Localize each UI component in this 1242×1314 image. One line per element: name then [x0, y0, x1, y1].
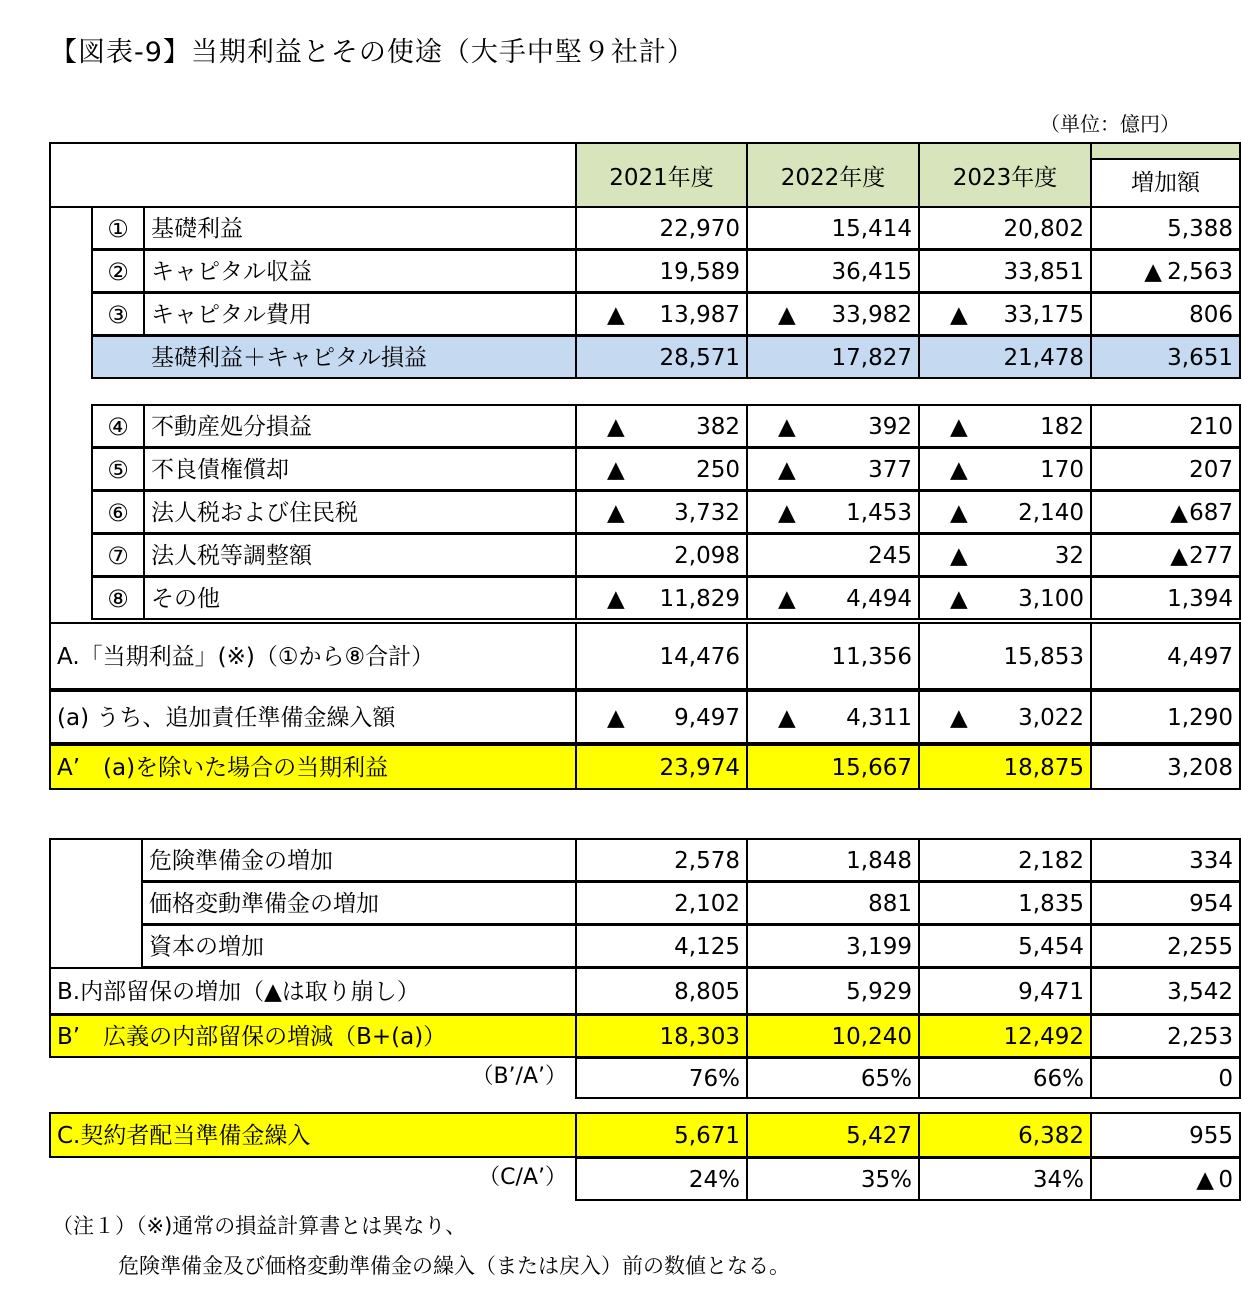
row-B-value-1: [746, 967, 920, 1015]
row-label: 不動産処分損益: [151, 414, 312, 440]
sec3-row0-value-3: [1090, 838, 1241, 882]
negative-triangle-icon: ▲: [778, 586, 796, 612]
sec1-row2-value-text: 33,982: [831, 302, 912, 328]
row-A-value-3: [1090, 622, 1241, 690]
col-header-increase: 増加額: [1131, 170, 1201, 196]
sec3-row1-value-text: 1,835: [1018, 891, 1084, 917]
sec2-row3-value-text: 245: [868, 543, 912, 569]
negative-triangle-icon: ▲: [607, 302, 625, 328]
sec2-row4-value-2: [918, 576, 1092, 620]
sec3-row1-value-3: [1090, 881, 1241, 925]
row-number-cell: [91, 292, 145, 336]
row-number-cell: [91, 206, 145, 250]
row-C-value-text: 5,671: [674, 1123, 740, 1149]
sec3-row1-value-text: 881: [868, 891, 912, 917]
row-C-value-text: 5,427: [846, 1123, 912, 1149]
row-number: ②: [107, 258, 129, 286]
col-header-2022: 2022年度: [747, 143, 919, 207]
row-A-prime-value-text: 18,875: [1003, 755, 1084, 781]
sec3-row2-value-1: [746, 924, 920, 968]
sec2-row3-value-text: 32: [1054, 543, 1084, 569]
sec2-row0-value-3: [1090, 404, 1241, 448]
negative-triangle-icon: ▲: [950, 586, 968, 612]
sec1-row0-value-text: 15,414: [831, 216, 912, 242]
sec2-row0-value-2: [918, 404, 1092, 448]
row-number: ⑥: [107, 499, 129, 527]
row-label: キャピタル費用: [151, 302, 312, 328]
sec3-row1-value-text: 954: [1189, 891, 1233, 917]
row-number: ⑧: [107, 585, 129, 613]
row-B-prime-label: B’ 広義の内部留保の増減（B+(a)）: [57, 1024, 447, 1050]
negative-triangle-icon: ▲: [607, 414, 625, 440]
row-a-value-1: [746, 690, 920, 744]
sec3-row2-value-text: 4,125: [674, 934, 740, 960]
sec1-row0-value-text: 20,802: [1003, 216, 1084, 242]
negative-triangle-icon: ▲: [607, 457, 625, 483]
header-blank: [50, 143, 576, 207]
sec2-row2-value-text: 687: [1189, 500, 1233, 526]
row-C-label: C.契約者配当準備金繰入: [57, 1123, 311, 1149]
sec1-row1-value-text: 33,851: [1003, 259, 1084, 285]
sec1-row0-value-text: 5,388: [1167, 216, 1233, 242]
row-label: その他: [151, 586, 220, 612]
row-a-value-text: 4,311: [846, 705, 912, 731]
row-label-cell: [143, 490, 577, 534]
ratio-C-value-3: [1090, 1157, 1241, 1201]
sec3-row2-value-2: [918, 924, 1092, 968]
reserve-label-cell: [141, 838, 577, 882]
row-A-value-text: 14,476: [659, 644, 740, 670]
row-A-prime-value-text: 3,208: [1167, 755, 1233, 781]
row-B-label-cell: [49, 967, 577, 1015]
subtotal-value-2: [918, 335, 1092, 379]
row-A-prime-value-1: [746, 744, 920, 790]
sec2-row0-value-text: 382: [696, 414, 740, 440]
row-A-prime-label: A’ (a)を除いた場合の当期利益: [57, 755, 389, 781]
sec1-row1-value-text: 19,589: [659, 259, 740, 285]
row-A-prime-value-text: 23,974: [659, 755, 740, 781]
sec3-row0-value-text: 2,182: [1018, 848, 1084, 874]
row-B-prime-value-0: [575, 1014, 748, 1058]
row-B-value-3: [1090, 967, 1241, 1015]
sec2-row2-value-2: [918, 490, 1092, 534]
sec2-row2-value-text: 1,453: [846, 500, 912, 526]
sec1-row0-value-0: [575, 206, 748, 250]
row-a-value-3: [1090, 690, 1241, 744]
sec2-row1-value-text: 207: [1189, 457, 1233, 483]
sec2-row1-value-text: 377: [868, 457, 912, 483]
sec2-row1-value-2: [918, 447, 1092, 491]
row-C-label-cell: [49, 1112, 577, 1158]
row-a-value-text: 9,497: [674, 705, 740, 731]
sec2-row3-value-2: [918, 533, 1092, 577]
row-A-value-1: [746, 622, 920, 690]
row-number: ③: [107, 301, 129, 329]
row-A-label-cell: [49, 622, 577, 690]
subtotal-value-1: [746, 335, 920, 379]
ratio-B-value-2: [918, 1057, 1092, 1099]
sec2-row4-value-1: [746, 576, 920, 620]
sec1-row2-value-1: [746, 292, 920, 336]
sec1-row1-value-text: 36,415: [831, 259, 912, 285]
row-label-cell: [143, 249, 577, 293]
row-label: キャピタル収益: [151, 259, 312, 285]
subtotal-value-text: 28,571: [659, 345, 740, 371]
row-number-cell: [91, 249, 145, 293]
negative-triangle-icon: ▲: [778, 302, 796, 328]
sec1-row0-value-2: [918, 206, 1092, 250]
row-B-value-text: 9,471: [1018, 979, 1084, 1005]
ratio-C-value-0: [575, 1157, 748, 1201]
sec2-row4-value-text: 11,829: [659, 586, 740, 612]
sec3-row0-value-text: 334: [1189, 848, 1233, 874]
sec3-row2-value-text: 3,199: [846, 934, 912, 960]
subtotal-label: 基礎利益＋キャピタル損益: [151, 345, 427, 371]
sec2-row0-value-text: 210: [1189, 414, 1233, 440]
row-A-value-0: [575, 622, 748, 690]
sec2-row2-value-1: [746, 490, 920, 534]
row-B-value-text: 3,542: [1167, 979, 1233, 1005]
sec2-row1-value-3: [1090, 447, 1241, 491]
profit-table: [49, 142, 1241, 208]
negative-triangle-icon: ▲: [778, 457, 796, 483]
negative-triangle-icon: ▲: [950, 543, 968, 569]
row-A-value-text: 15,853: [1003, 644, 1084, 670]
row-B-prime-value-2: [918, 1014, 1092, 1058]
note-line-1: （注１）（※)通常の損益計算書とは異なり、: [52, 1214, 467, 1238]
row-a-value-2: [918, 690, 1092, 744]
negative-triangle-icon: ▲: [778, 705, 796, 731]
row-B-value-text: 5,929: [846, 979, 912, 1005]
row-B-prime-value-1: [746, 1014, 920, 1058]
sec2-row1-value-1: [746, 447, 920, 491]
ratio-B-value-text: 66%: [1032, 1066, 1084, 1092]
negative-triangle-icon: ▲: [950, 414, 968, 440]
row-number-cell: [91, 533, 145, 577]
row-B-prime-value-text: 18,303: [659, 1024, 740, 1050]
ratio-B-value-text: 0: [1218, 1066, 1233, 1092]
sec1-row0-value-1: [746, 206, 920, 250]
row-A-prime-value-3: [1090, 744, 1241, 790]
col-header-2023: 2023年度: [919, 143, 1091, 207]
row-number: ⑤: [107, 456, 129, 484]
sec2-row0-value-1: [746, 404, 920, 448]
row-B-prime-value-3: [1090, 1014, 1241, 1058]
sec2-row4-value-text: 4,494: [846, 586, 912, 612]
ratio-B-value-0: [575, 1057, 748, 1099]
negative-triangle-icon: ▲: [607, 586, 625, 612]
row-A-prime-label-cell: [49, 744, 577, 790]
row-B-prime-value-text: 10,240: [831, 1024, 912, 1050]
reserve-label: 資本の増加: [149, 934, 264, 960]
sec3-row0-value-text: 2,578: [674, 848, 740, 874]
row-B-value-0: [575, 967, 748, 1015]
sec2-row2-value-3: [1090, 490, 1241, 534]
negative-triangle-icon: ▲: [950, 302, 968, 328]
sec2-row4-value-3: [1090, 576, 1241, 620]
row-label: 基礎利益: [151, 216, 243, 242]
row-A-prime-value-2: [918, 744, 1092, 790]
subtotal-label-cell: [91, 335, 577, 379]
row-label: 不良債権償却: [151, 457, 289, 483]
negative-triangle-icon: ▲: [1170, 500, 1188, 526]
row-A-value-text: 11,356: [831, 644, 912, 670]
negative-triangle-icon: ▲: [950, 705, 968, 731]
reserve-label-cell: [141, 881, 577, 925]
sec1-row2-value-2: [918, 292, 1092, 336]
ratio-B-value-text: 65%: [860, 1066, 912, 1092]
header-green-strip: [1092, 144, 1239, 160]
sec2-row0-value-text: 182: [1040, 414, 1084, 440]
subtotal-value-3: [1090, 335, 1241, 379]
sec3-row1-value-1: [746, 881, 920, 925]
ratio-C-value-text: 24%: [688, 1167, 740, 1193]
sec2-row0-value-0: [575, 404, 748, 448]
reserve-label-cell: [141, 924, 577, 968]
negative-triangle-icon: ▲: [950, 500, 968, 526]
sec3-row2-value-3: [1090, 924, 1241, 968]
row-A-label: A.「当期利益」(※)（①から⑧合計）: [57, 644, 435, 670]
sec1-row2-value-3: [1090, 292, 1241, 336]
row-label: 法人税および住民税: [151, 500, 358, 526]
ratio-B-value-text: 76%: [688, 1066, 740, 1092]
page-title: 【図表-9】当期利益とその使途（大手中堅９社計）: [50, 37, 695, 68]
sec3-row2-value-text: 2,255: [1167, 934, 1233, 960]
row-C-value-text: 955: [1189, 1123, 1233, 1149]
sec2-row0-value-text: 392: [868, 414, 912, 440]
negative-triangle-icon: ▲: [778, 414, 796, 440]
sec2-row3-value-0: [575, 533, 748, 577]
sec1-row2-value-text: 33,175: [1003, 302, 1084, 328]
row-B-value-2: [918, 967, 1092, 1015]
row-label-cell: [143, 206, 577, 250]
row-C-value-2: [918, 1112, 1092, 1158]
negative-triangle-icon: ▲: [607, 500, 625, 526]
row-number: ④: [107, 413, 129, 441]
sec2-row3-value-3: [1090, 533, 1241, 577]
sec1-row2-value-0: [575, 292, 748, 336]
sec2-row2-value-0: [575, 490, 748, 534]
sec1-row1-value-1: [746, 249, 920, 293]
ratio-B-label: （B’/A’）: [471, 1064, 567, 1089]
row-label-cell: [143, 533, 577, 577]
row-label-cell: [143, 292, 577, 336]
sec2-row3-value-1: [746, 533, 920, 577]
sec3-row2-value-0: [575, 924, 748, 968]
sec1-row2-value-text: 806: [1189, 302, 1233, 328]
sec2-row3-value-text: 2,098: [674, 543, 740, 569]
row-B-prime-label-cell: [49, 1014, 577, 1058]
row-a-value-text: 1,290: [1167, 705, 1233, 731]
row-C-value-1: [746, 1112, 920, 1158]
subtotal-value-0: [575, 335, 748, 379]
ratio-C-value-1: [746, 1157, 920, 1201]
row-B-value-text: 8,805: [674, 979, 740, 1005]
negative-triangle-icon: ▲: [778, 500, 796, 526]
row-A-prime-value-text: 15,667: [831, 755, 912, 781]
row-B-prime-value-text: 2,253: [1167, 1024, 1233, 1050]
reserve-label: 価格変動準備金の増加: [149, 891, 379, 917]
sec1-row0-value-3: [1090, 206, 1241, 250]
sec3-row2-value-text: 5,454: [1018, 934, 1084, 960]
row-label: 法人税等調整額: [151, 543, 312, 569]
sec1-row1-value-text: 2,563: [1167, 259, 1233, 285]
unit-label: （単位：億円）: [1040, 112, 1180, 136]
row-C-value-0: [575, 1112, 748, 1158]
row-number-cell: [91, 490, 145, 534]
sec2-row3-value-text: 277: [1189, 543, 1233, 569]
row-label-cell: [143, 404, 577, 448]
row-C-value-text: 6,382: [1018, 1123, 1084, 1149]
ratio-B-value-1: [746, 1057, 920, 1099]
row-B-prime-value-text: 12,492: [1003, 1024, 1084, 1050]
sec3-row0-value-1: [746, 838, 920, 882]
sec2-row4-value-0: [575, 576, 748, 620]
negative-triangle-icon: ▲: [1196, 1167, 1214, 1193]
ratio-C-value-text: 0: [1218, 1167, 1233, 1193]
section-bracket-B: [49, 838, 143, 968]
ratio-C-value-2: [918, 1157, 1092, 1201]
sec3-row0-value-2: [918, 838, 1092, 882]
row-number: ⑦: [107, 542, 129, 570]
ratio-C-value-text: 34%: [1032, 1167, 1084, 1193]
row-A-value-text: 4,497: [1167, 644, 1233, 670]
sec1-row1-value-0: [575, 249, 748, 293]
negative-triangle-icon: ▲: [950, 457, 968, 483]
subtotal-value-text: 3,651: [1167, 345, 1233, 371]
row-A-prime-value-0: [575, 744, 748, 790]
sec2-row1-value-0: [575, 447, 748, 491]
note-line-2: 危険準備金及び価格変動準備金の繰入（または戻入）前の数値となる。: [118, 1254, 790, 1278]
negative-triangle-icon: ▲: [607, 705, 625, 731]
row-a-label-cell: [49, 690, 577, 744]
sec3-row1-value-0: [575, 881, 748, 925]
sec2-row4-value-text: 3,100: [1018, 586, 1084, 612]
row-C-value-3: [1090, 1112, 1241, 1158]
row-B-label: B.内部留保の増加（▲は取り崩し）: [57, 979, 420, 1005]
sec3-row0-value-text: 1,848: [846, 848, 912, 874]
sec2-row1-value-text: 250: [696, 457, 740, 483]
row-a-value-text: 3,022: [1018, 705, 1084, 731]
ratio-C-value-text: 35%: [860, 1167, 912, 1193]
row-a-label: (a) うち、追加責任準備金繰入額: [57, 705, 396, 731]
sec1-row1-value-2: [918, 249, 1092, 293]
col-header-2021: 2021年度: [576, 143, 747, 207]
sec1-row2-value-text: 13,987: [659, 302, 740, 328]
row-number-cell: [91, 447, 145, 491]
sec2-row2-value-text: 2,140: [1018, 500, 1084, 526]
row-number: ①: [107, 215, 129, 243]
sec3-row0-value-0: [575, 838, 748, 882]
sec3-row1-value-text: 2,102: [674, 891, 740, 917]
row-label-cell: [143, 447, 577, 491]
row-label-cell: [143, 576, 577, 620]
row-number-cell: [91, 404, 145, 448]
row-number-cell: [91, 576, 145, 620]
sec3-row1-value-2: [918, 881, 1092, 925]
sec1-row1-value-3: [1090, 249, 1241, 293]
subtotal-value-text: 21,478: [1003, 345, 1084, 371]
row-a-value-0: [575, 690, 748, 744]
subtotal-value-text: 17,827: [831, 345, 912, 371]
sec2-row4-value-text: 1,394: [1167, 586, 1233, 612]
sec2-row1-value-text: 170: [1040, 457, 1084, 483]
sec1-row0-value-text: 22,970: [659, 216, 740, 242]
negative-triangle-icon: ▲: [1144, 259, 1162, 285]
negative-triangle-icon: ▲: [1170, 543, 1188, 569]
row-A-value-2: [918, 622, 1092, 690]
ratio-B-value-3: [1090, 1057, 1241, 1099]
sec2-row2-value-text: 3,732: [674, 500, 740, 526]
reserve-label: 危険準備金の増加: [149, 848, 333, 874]
col-header-increase-cell: [1091, 143, 1240, 207]
ratio-C-label: （C/A’）: [478, 1165, 567, 1190]
